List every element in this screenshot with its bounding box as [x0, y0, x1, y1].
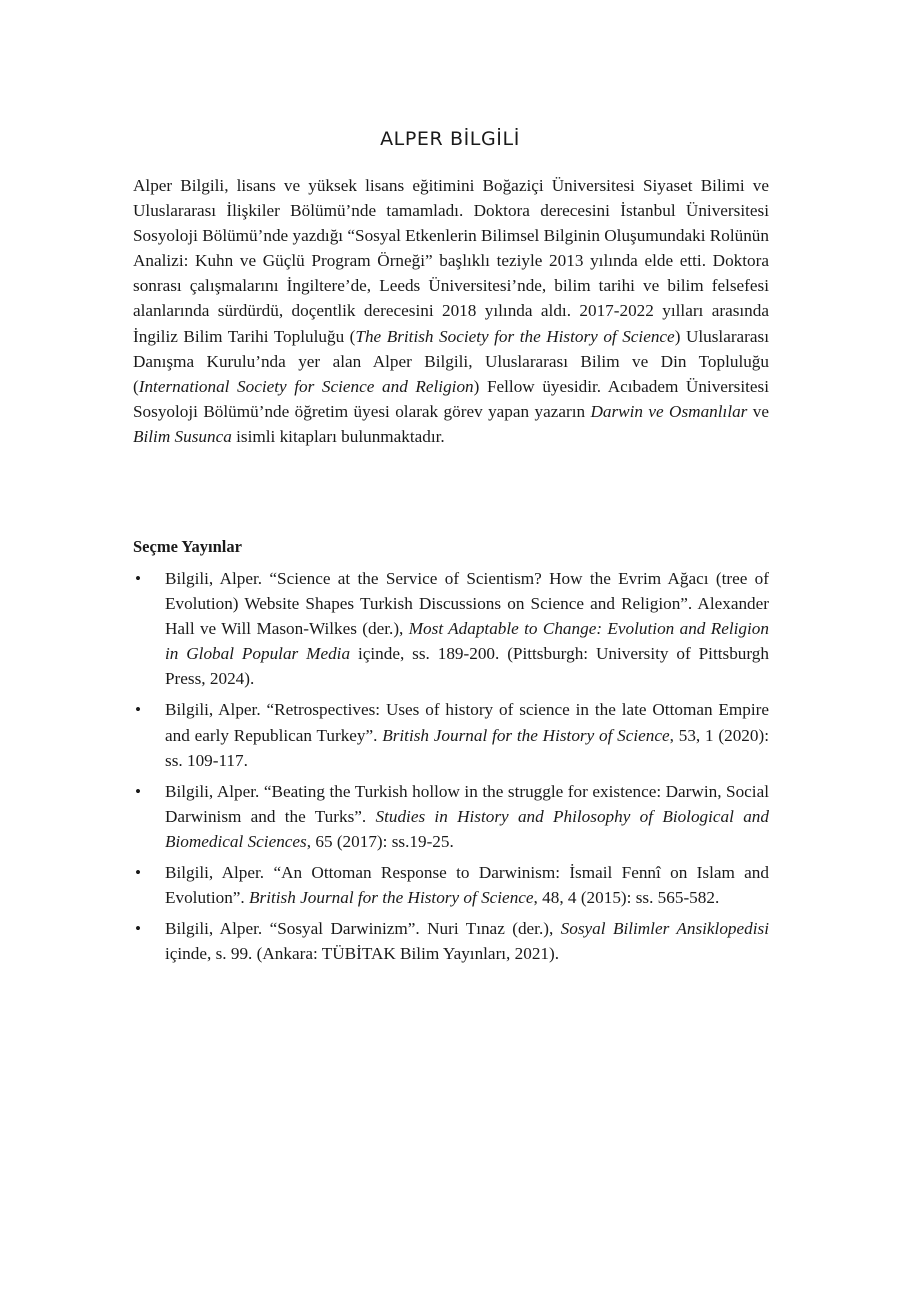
bio-text: Alper Bilgili, lisans ve yüksek lisans eğitimini Boğaziçi Üniversitesi Siyaset Bilimi ve Uluslararası İlişkiler Bölümü’nde tamamladı. Doktora derecesini İstanbul Üniversitesi Sosyoloji Bölümü’nde yazdığı “Sosyal Etkenlerin Bilimsel Bilginin Oluşumundaki Rolünün Analizi: Kuhn ve Güçlü Program Örneği” başlıklı teziyle 2013 yılında elde etti. Doktora sonrası çalışmalarını İngiltere’de, Leeds Üniversitesi’nde, bilim tarihi ve bilim felsefesi alanlarında sürdürdü, doçentlik derecesini 2018 yılında aldı. 2017-2022 yılları arasında İngiliz Bilim Tarihi Topluluğu (: [133, 176, 769, 346]
publication-title: British Journal for the History of Science: [249, 888, 534, 908]
publication-item: [133, 779, 769, 854]
author-title: ALPER BİLGİLİ: [380, 128, 520, 150]
publication-item: [133, 916, 769, 966]
bio-text: ) Uluslararası Danışma Kurulu’nda yer alan Alper Bilgili, Uluslararası Bilim ve Din Topluluğu (: [133, 326, 769, 396]
bio-italic-book-2: Bilim Susunca: [133, 426, 232, 446]
publication-title: Studies in History and Philosophy of Biological and Biomedical Sciences: [165, 806, 769, 851]
bio-italic-issr: International Society for Science and Religion: [138, 376, 474, 396]
bullet-icon: •: [134, 919, 142, 939]
publication-text: Bilgili, Alper. “Retrospectives: Uses of history of science in the late Ottoman Empire and early Republican Turkey”.: [165, 700, 769, 745]
publication-text: Bilgili, Alper. “Beating the Turkish hollow in the struggle for existence: Darwin, Social Darwinism and the Turks”.: [165, 781, 769, 826]
selected-publications-heading: Seçme Yayınlar: [133, 537, 242, 556]
publication-text: , 65 (2017): ss.19-25.: [306, 831, 454, 851]
publication-text: içinde, ss. 189-200. (Pittsburgh: University of Pittsburgh Press, 2024).: [165, 644, 769, 689]
publication-text: içinde, s. 99. (Ankara: TÜBİTAK Bilim Yayınları, 2021).: [165, 944, 560, 964]
publication-text: , 53, 1 (2020): ss. 109-117.: [165, 725, 769, 770]
publication-item: [133, 860, 769, 910]
bio-italic-book-1: Darwin ve Osmanlılar: [590, 401, 748, 421]
publication-item: [133, 697, 769, 772]
publication-text: Bilgili, Alper. “An Ottoman Response to Darwinism: İsmail Fennî on Islam and Evolution”.: [165, 863, 769, 908]
bullet-icon: •: [134, 569, 142, 588]
publication-text: Bilgili, Alper. “Sosyal Darwinizm”. Nuri Tınaz (der.),: [165, 919, 561, 939]
publications-list: [133, 566, 769, 972]
bio-text: ve: [747, 401, 769, 421]
publication-text: Bilgili, Alper. “Science at the Service of Scientism? How the Evrim Ağacı (tree of Evolution) Website Shapes Turkish Discussions on Science and Religion”. Alexander Hall ve Will Mason-Wilkes (der.),: [165, 569, 769, 639]
publication-title: Most Adaptable to Change: Evolution and Religion in Global Popular Media: [165, 619, 769, 664]
publication-item: [133, 566, 769, 691]
bio-text: ) Fellow üyesidir. Acıbadem Üniversitesi Sosyoloji Bölümü’nde öğretim üyesi olarak görev yapan yazarın: [133, 376, 769, 421]
bullet-icon: •: [134, 781, 142, 801]
bullet-icon: •: [134, 700, 142, 720]
publication-title: Sosyal Bilimler Ansiklopedisi: [560, 919, 769, 939]
author-biography: [133, 173, 769, 449]
bullet-icon: •: [134, 863, 142, 883]
bio-text: isimli kitapları bulunmaktadır.: [231, 426, 445, 446]
publication-title: British Journal for the History of Science: [382, 725, 670, 745]
bio-italic-bshs: The British Society for the History of Science: [355, 326, 675, 346]
publication-text: , 48, 4 (2015): ss. 565-582.: [533, 888, 720, 908]
